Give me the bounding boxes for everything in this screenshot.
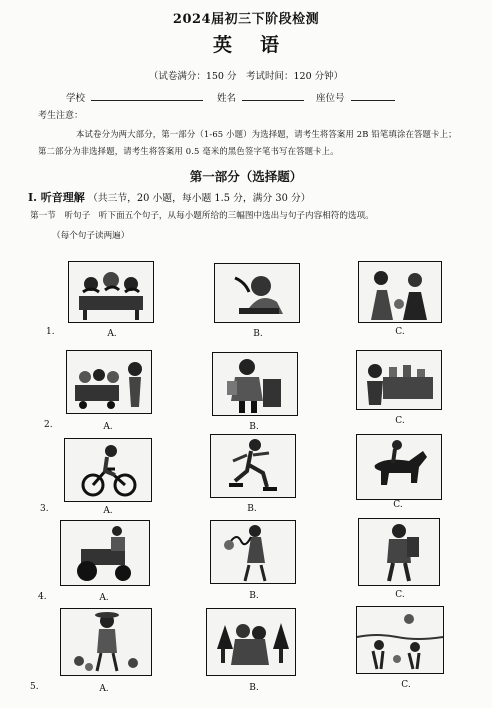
question-number: 1. <box>46 327 55 337</box>
exam-meta: （试卷满分：150 分 考试时间：120 分钟） <box>148 71 344 82</box>
repeat-note: （每个句子读两遍） <box>52 231 130 241</box>
option-label: B. <box>253 329 263 339</box>
option-label: A. <box>99 684 109 694</box>
forest-animals-picture[interactable] <box>206 608 296 676</box>
notes-heading: 考生注意： <box>38 111 84 121</box>
option-label: B. <box>249 591 259 601</box>
hiker-picture[interactable] <box>358 518 440 586</box>
sub-instruction: 第一节 听句子 听下面五个句子，从每小题所给的三幅图中选出与句子内容相符的选项。 <box>30 211 374 221</box>
kids-at-beach-picture[interactable] <box>356 606 444 674</box>
kids-playing-picture[interactable] <box>358 261 442 323</box>
seat-field[interactable] <box>351 91 395 101</box>
dragon-dance-picture[interactable] <box>210 520 296 584</box>
exam-title: 2024届初三下阶段检测 <box>172 12 320 27</box>
family-dinner-picture[interactable] <box>68 261 154 323</box>
school-label: 学校 <box>66 93 86 104</box>
section-title: I. 听音理解 <box>28 191 85 204</box>
option-label: C. <box>401 680 411 690</box>
part-one-title: 第一部分（选择题） <box>189 169 303 184</box>
notes-body: 本试卷分为两大部分，第一部分（1-65 小题）为选择题，请考生将答案用 2B 铅笔填涂在答题卡上；第二部分为非选择题，请考生将答案用 0.5 毫米的黑色签字笔书写在答题卡上。 <box>38 129 457 156</box>
subject-title: 英语 <box>212 34 307 56</box>
question-number: 3. <box>40 504 49 514</box>
farmer-with-chickens-picture[interactable] <box>60 608 152 676</box>
option-label: B. <box>249 422 259 432</box>
option-label: B. <box>249 683 259 693</box>
option-label: C. <box>395 327 405 337</box>
option-label: A. <box>103 422 113 432</box>
name-label: 姓名 <box>217 93 237 104</box>
option-label: A. <box>107 329 117 339</box>
option-label: A. <box>99 593 109 603</box>
pets-in-cart-picture[interactable] <box>66 350 152 414</box>
option-label: C. <box>395 416 405 426</box>
section-description: （共三节，20 小题，每小题 1.5 分，满分 30 分） <box>87 193 311 204</box>
tractor-picture[interactable] <box>60 520 150 586</box>
question-number: 2. <box>44 420 53 430</box>
skating-picture[interactable] <box>210 434 296 498</box>
seat-label: 座位号 <box>316 93 345 104</box>
cycling-picture[interactable] <box>64 438 152 502</box>
student-info-row <box>66 90 395 104</box>
person-with-books-picture[interactable] <box>212 352 298 416</box>
name-field[interactable] <box>242 91 304 101</box>
option-label: A. <box>103 506 113 516</box>
horse-riding-picture[interactable] <box>356 434 442 500</box>
question-number: 5. <box>30 682 39 692</box>
question-number: 4. <box>38 592 47 602</box>
school-field[interactable] <box>91 91 203 101</box>
section-heading <box>28 189 311 205</box>
sick-person-picture[interactable] <box>214 263 300 323</box>
option-label: C. <box>395 590 405 600</box>
option-label: C. <box>393 500 403 510</box>
option-label: B. <box>247 504 257 514</box>
shop-counter-picture[interactable] <box>356 350 442 410</box>
